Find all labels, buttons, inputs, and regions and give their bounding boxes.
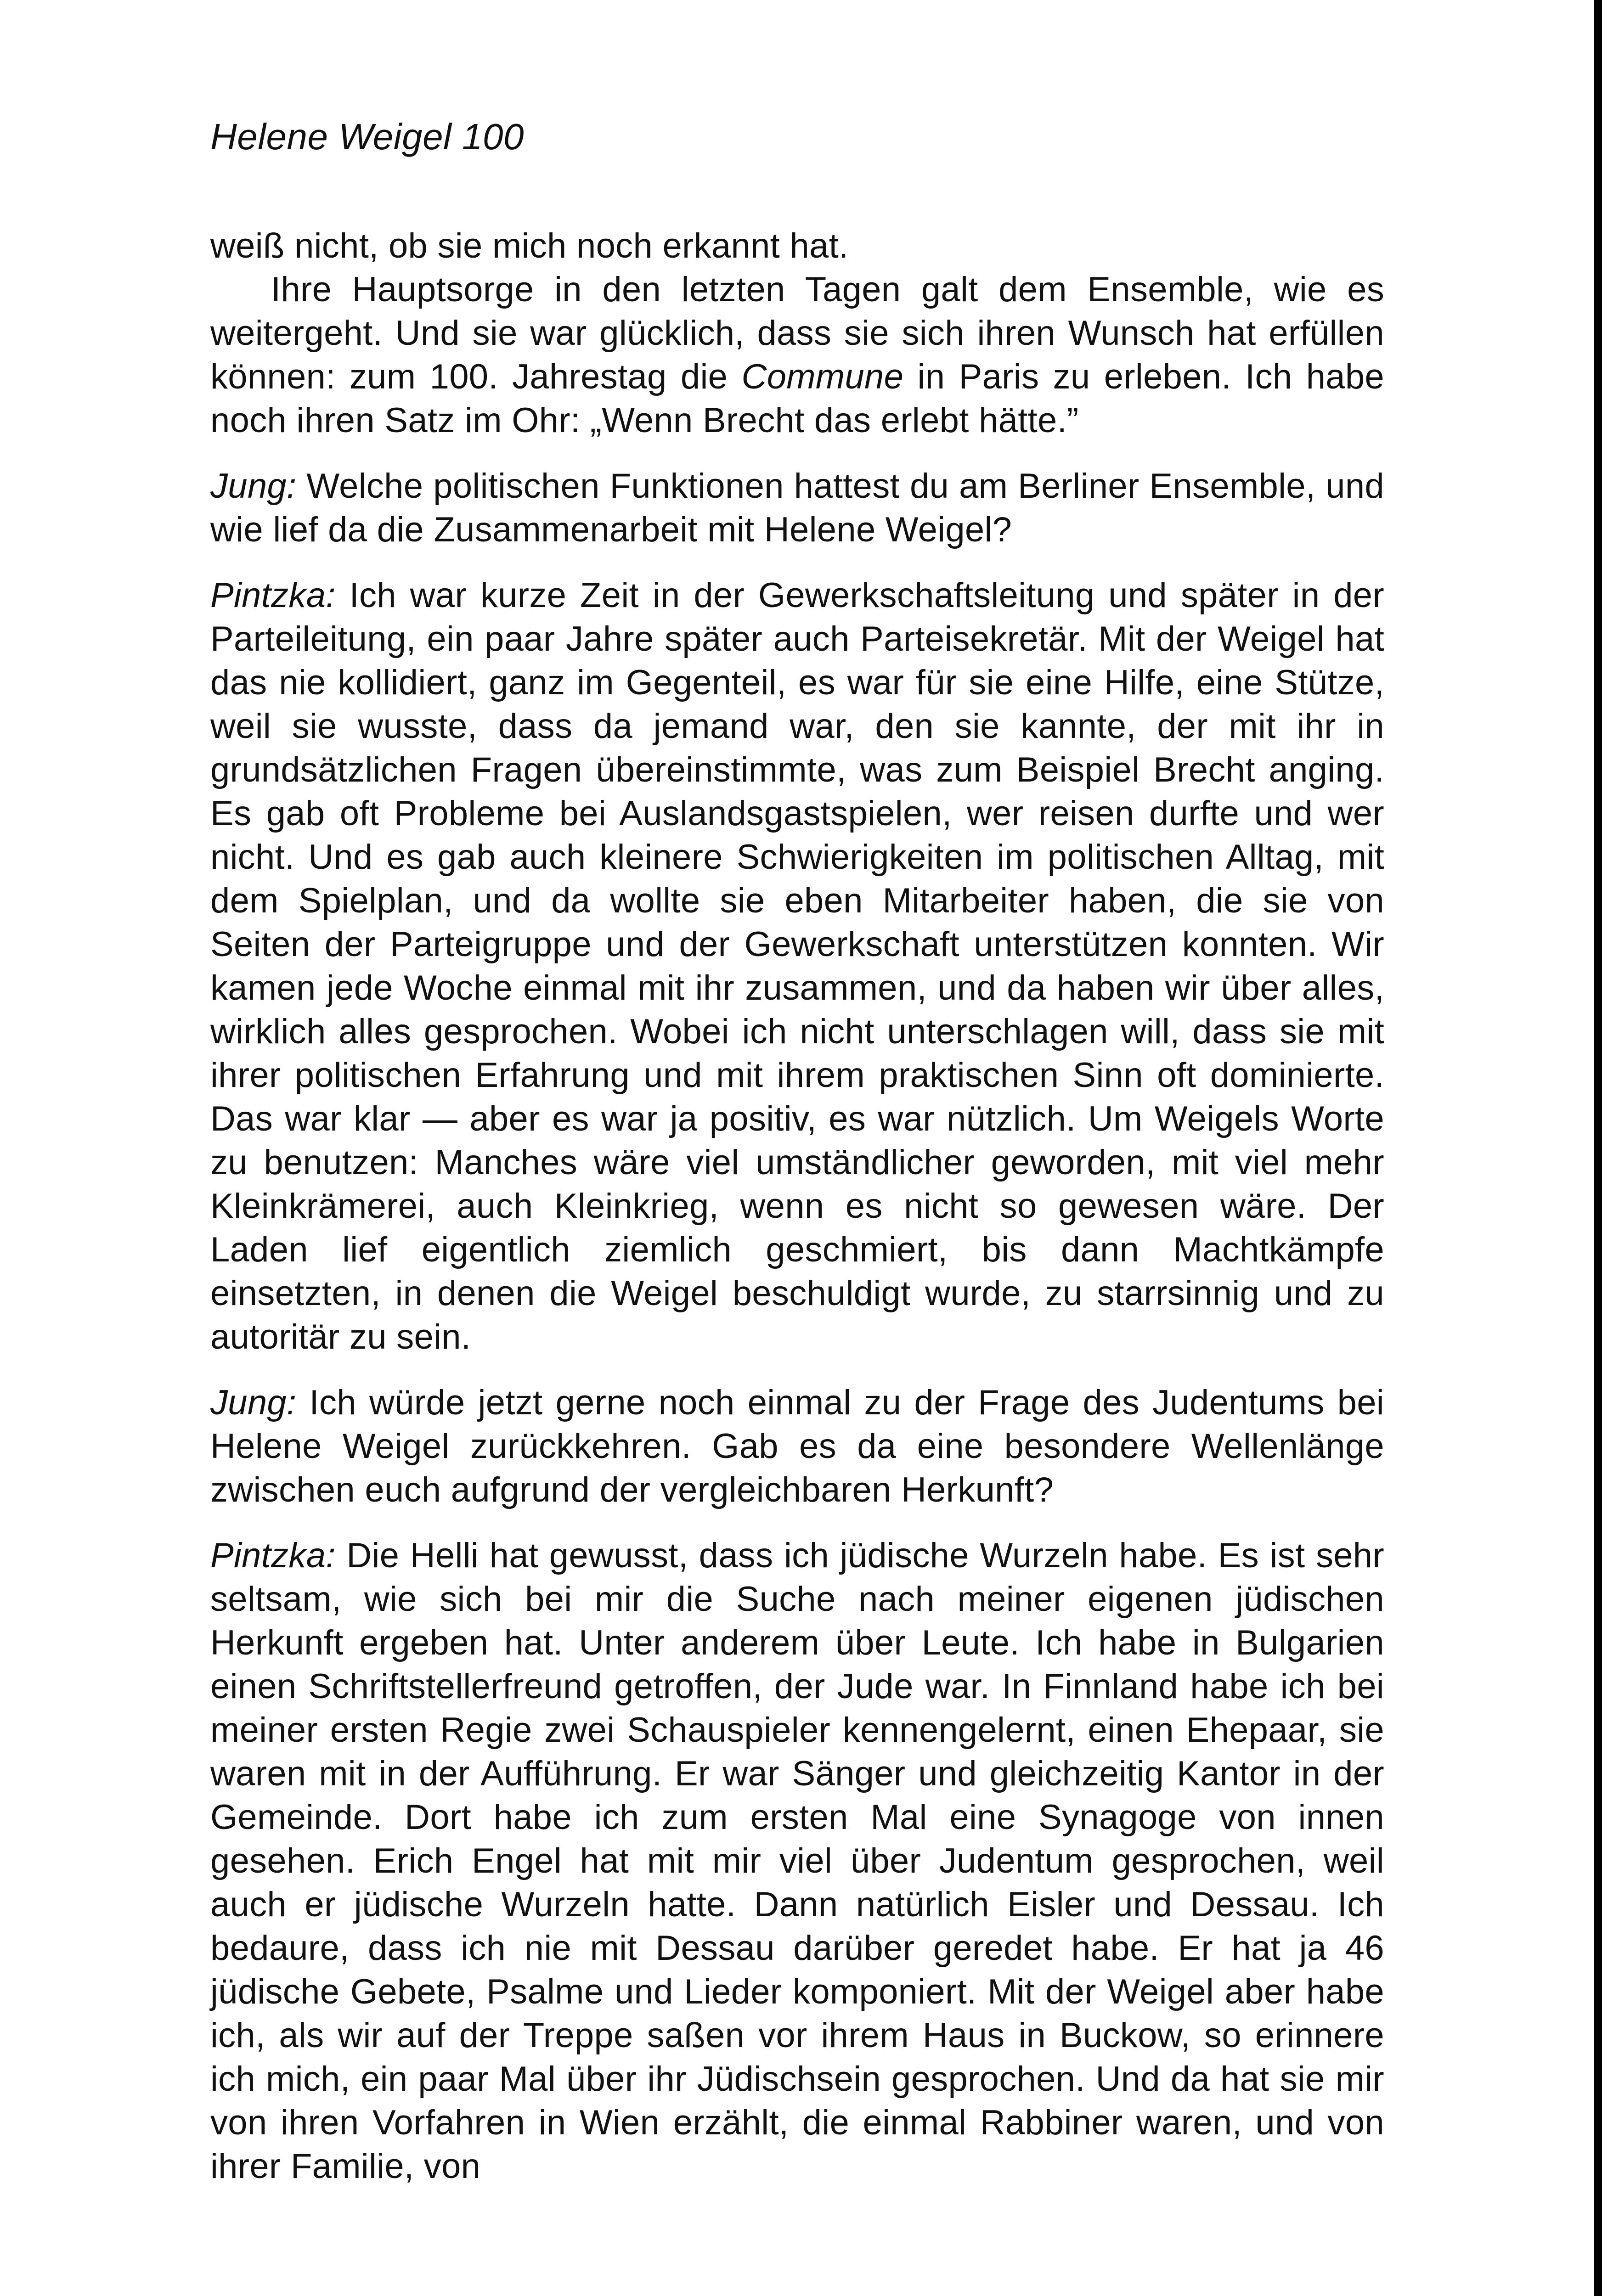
speaker-label: Jung:: [210, 1383, 297, 1422]
emphasis-commune: Commune: [741, 357, 904, 396]
paragraph-text: Ihre Hauptsorge in den letzten Tagen galt dem Ensemble, wie es weitergeht. Und sie war glücklich, dass sie sich ihren Wunsch hat erfüllen können: zum 100. Jahrestag die: [210, 270, 1384, 396]
scan-edge: [1594, 0, 1602, 2296]
paragraph-text: Die Helli hat gewusst, dass ich jüdische Wurzeln habe. Es ist sehr seltsam, wie sich bei mir die Suche nach meiner eigenen jüdischen Herkunft ergeben hat. Unter anderem über Leute. Ich habe in Bulgarien einen Schriftstellerfreund getroffen, der Jude war. In Finnland habe ich bei meiner ersten Regie zwei Schauspieler kennengelernt, einen Ehepaar, sie waren mit in der Aufführung. Er war Sänger und gleichzeitig Kantor in der Gemeinde. Dort habe ich zum ersten Mal eine Synagoge von innen gesehen. Erich Engel hat mit mir viel über Judentum gesprochen, weil auch er jüdische Wurzeln hatte. Dann natürlich Eisler und Dessau. Ich bedaure, dass ich nie mit Dessau darüber geredet habe. Er hat ja 46 jüdische Gebete, Psalme und Lieder komponiert. Mit der Weigel aber habe ich, als wir auf der Treppe saßen vor ihrem Haus in Buckow, so erinnere ich mich, ein paar Mal über ihr Jüdischsein gesprochen. Und da hat sie mir von ihren Vorfahren in Wien erzählt, die einmal Rabbiner waren, und von ihrer Familie, von: [210, 1536, 1384, 2186]
paragraph-text: Welche politischen Funktionen hattest du am Berliner Ensemble, und wie lief da die Zusammenarbeit mit Helene Weigel?: [210, 467, 1384, 549]
paragraph-continuation: weiß nicht, ob sie mich noch erkannt hat.: [210, 226, 849, 265]
interview-answer: [210, 1534, 1384, 2188]
paragraph-text: Ich war kurze Zeit in der Gewerkschaftsleitung und später in der Parteileitung, ein paar Jahre später auch Parteisekretär. Mit der Weigel hat das nie kollidiert, ganz im Gegenteil, es war für sie eine Hilfe, eine Stütze, weil sie wusste, dass da jemand war, den sie kannte, der mit ihr in grundsätzlichen Fragen übereinstimmte, was zum Beispiel Brecht anging. Es gab oft Probleme bei Auslandsgastspielen, wer reisen durfte und wer nicht. Und es gab auch kleinere Schwierigkeiten im politischen Alltag, mit dem Spielplan, und da wollte sie eben Mitarbeiter haben, die sie von Seiten der Parteigruppe und der Gewerkschaft unterstützen konnten. Wir kamen jede Woche einmal mit ihr zusammen, und da haben wir über alles, wirklich alles gesprochen. Wobei ich nicht unterschlagen will, dass sie mit ihrer politischen Erfahrung und mit ihrem praktischen Sinn oft dominierte. Das war klar — aber es war ja positiv, es war nützlich. Um Weigels Worte zu benutzen: Manches wäre viel umständlicher geworden, mit viel mehr Kleinkrämerei, auch Kleinkrieg, wenn es nicht so gewesen wäre. Der Laden lief eigentlich ziemlich geschmiert, bis dann Machtkämpfe einsetzten, in denen die Weigel beschuldigt wurde, zu starrsinnig und zu autoritär zu sein.: [210, 576, 1384, 1356]
interview-question: [210, 464, 1384, 551]
paragraph-text: Ich würde jetzt gerne noch einmal zu der Frage des Judentums bei Helene Weigel zurückkehren. Gab es da eine besondere Wellenlänge zwischen euch aufgrund der vergleichbaren Herkunft?: [210, 1383, 1384, 1509]
paragraph-hauptsorge: [210, 268, 1384, 442]
speaker-label: Jung:: [210, 467, 297, 506]
running-head: Helene Weigel 100: [210, 116, 525, 157]
interview-answer: [210, 574, 1384, 1359]
body-text: [210, 224, 1384, 2188]
speaker-label: Pintzka:: [210, 1536, 336, 1575]
interview-question: [210, 1381, 1384, 1512]
paragraph-text: in Paris zu erleben. Ich habe noch ihren Satz im Ohr: „Wenn Brecht das erlebt hätte.”: [210, 357, 1384, 440]
speaker-label: Pintzka:: [210, 576, 336, 615]
